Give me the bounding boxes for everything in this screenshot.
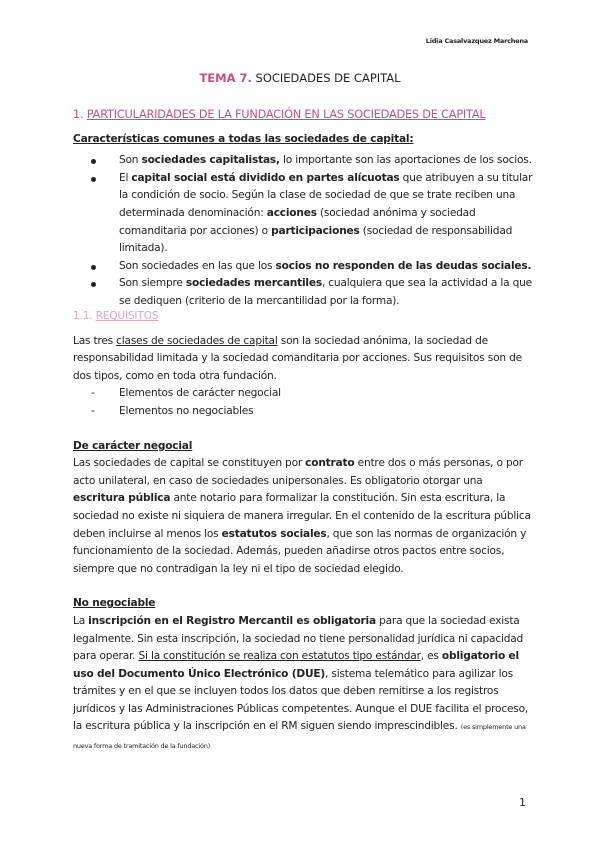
bold-text: contrato: [305, 457, 355, 470]
bold-text: acciones: [266, 206, 317, 219]
text-run: Las tres: [73, 334, 117, 347]
bold-text: capital social está dividido en partes alícuotas: [131, 171, 400, 184]
bold-text: estatutos sociales: [221, 527, 327, 540]
bold-text: obligatorio el uso del Documento Único Electrónico (DUE): [73, 650, 519, 680]
bold-text: socios no responden de las deudas sociales.: [275, 259, 532, 272]
text-run: Las sociedades de capital se constituyen por: [73, 457, 306, 470]
text-run: que atribuyen a su titular la condición de socio. Según la clase de sociedad de que se trate reciben una determinada denominación:: [119, 171, 533, 219]
page-number: 1: [519, 796, 526, 809]
text-run: ante notario para formalizar la constitución. Sin esta escritura, la sociedad no existe ni siquiera de manera irregular. En el contenido de la escritura pública deben incluirse al menos los: [73, 492, 531, 540]
text-run: , es: [420, 650, 442, 663]
title-prefix: TEMA 7.: [199, 71, 252, 85]
text-run: El: [119, 171, 132, 184]
underlined-text: Si la constitución se realiza con estatutos tipo estándar: [138, 650, 421, 663]
requisitos-list: [73, 385, 535, 420]
list-item: - Elementos de carácter negocial: [119, 385, 535, 403]
text-run: , que son las normas de organización y funcionamiento de la sociedad. Además, pueden añadirse otros pactos entre socios, siempre que no contradigan la ley ni el tipo de sociedad elegido.: [73, 527, 527, 575]
characteristics-list: [73, 152, 535, 310]
section-1-heading: [73, 106, 535, 124]
list-item: [119, 152, 535, 170]
bold-text: sociedades mercantiles: [185, 277, 322, 290]
text-run: , sistema telemático para agilizar los trámites y en el que se incluyen todos los datos que deben remitirse a los registros jurídicos y las Administraciones Públicas competentes. Aunque el DUE facilita el proceso, la escritura pública y la inscripción en el RM siguen siendo imprescindibles.: [73, 667, 529, 733]
negocial-body: [73, 455, 535, 578]
text-run: , cualquiera que sea la actividad a la que se dediquen (criterio de la mercantilidad por la forma).: [119, 277, 532, 307]
negocial-heading: De carácter negocial: [73, 439, 193, 452]
text-run: Son siempre: [119, 277, 186, 290]
section-number: 1.1.: [73, 310, 96, 322]
list-item: - Elementos no negociables: [119, 403, 535, 421]
no-negociable-body: [73, 613, 535, 756]
text-run: La: [73, 614, 89, 627]
bold-text: inscripción en el Registro Mercantil es obligatoria: [88, 614, 376, 627]
list-item: [119, 170, 535, 258]
text-run: son la sociedad anónima, la sociedad de responsabilidad limitada y la sociedad comanditaria por acciones. Sus requisitos son de dos tipos, como en toda otra fundación.: [73, 334, 522, 382]
author-name: Lidia Casalvazquez Marchena: [425, 37, 528, 45]
section-title: REQUISITOS: [95, 310, 159, 322]
bold-text: escritura pública: [73, 492, 171, 505]
section-1: [73, 106, 535, 311]
text-run: (sociedad anónima y sociedad comanditaria por acciones) o: [119, 206, 476, 237]
list-item: [119, 275, 535, 310]
text-run: lo importante son las aportaciones de los socios.: [279, 154, 532, 167]
bold-text: participaciones: [271, 224, 360, 237]
requisitos-intro: [73, 333, 535, 386]
section-1-1-heading: [73, 308, 535, 326]
title-text: SOCIEDADES DE CAPITAL: [251, 71, 401, 85]
page-title: [0, 71, 600, 85]
text-run: para que la sociedad exista legalmente. Sin esta inscripción, la sociedad no tiene personalidad jurídica ni capacidad para operar.: [73, 614, 524, 663]
text-run: entre dos o más personas, o por acto unilateral, en caso de sociedades unipersonales. Es obligatorio otorgar una: [73, 457, 523, 487]
characteristics-heading: Características comunes a todas las sociedades de capital:: [73, 132, 414, 145]
section-title: PARTICULARIDADES DE LA FUNDACIÓN EN LAS SOCIEDADES DE CAPITAL: [86, 108, 486, 121]
section-number: 1.: [73, 108, 87, 121]
bold-text: sociedades capitalistas,: [141, 154, 280, 167]
text-run: (sociedad de responsabilidad limitada).: [119, 224, 513, 255]
text-run: Son sociedades en las que los: [119, 259, 276, 272]
note-text: (es simplemente una nueva forma de tramitación de la fundación): [73, 723, 526, 751]
list-item: [119, 258, 535, 276]
section-1-1: [73, 308, 535, 756]
text-run: Son: [119, 154, 142, 167]
underlined-text: clases de sociedades de capital: [116, 334, 278, 347]
no-negociable-heading: No negociable: [73, 597, 156, 610]
